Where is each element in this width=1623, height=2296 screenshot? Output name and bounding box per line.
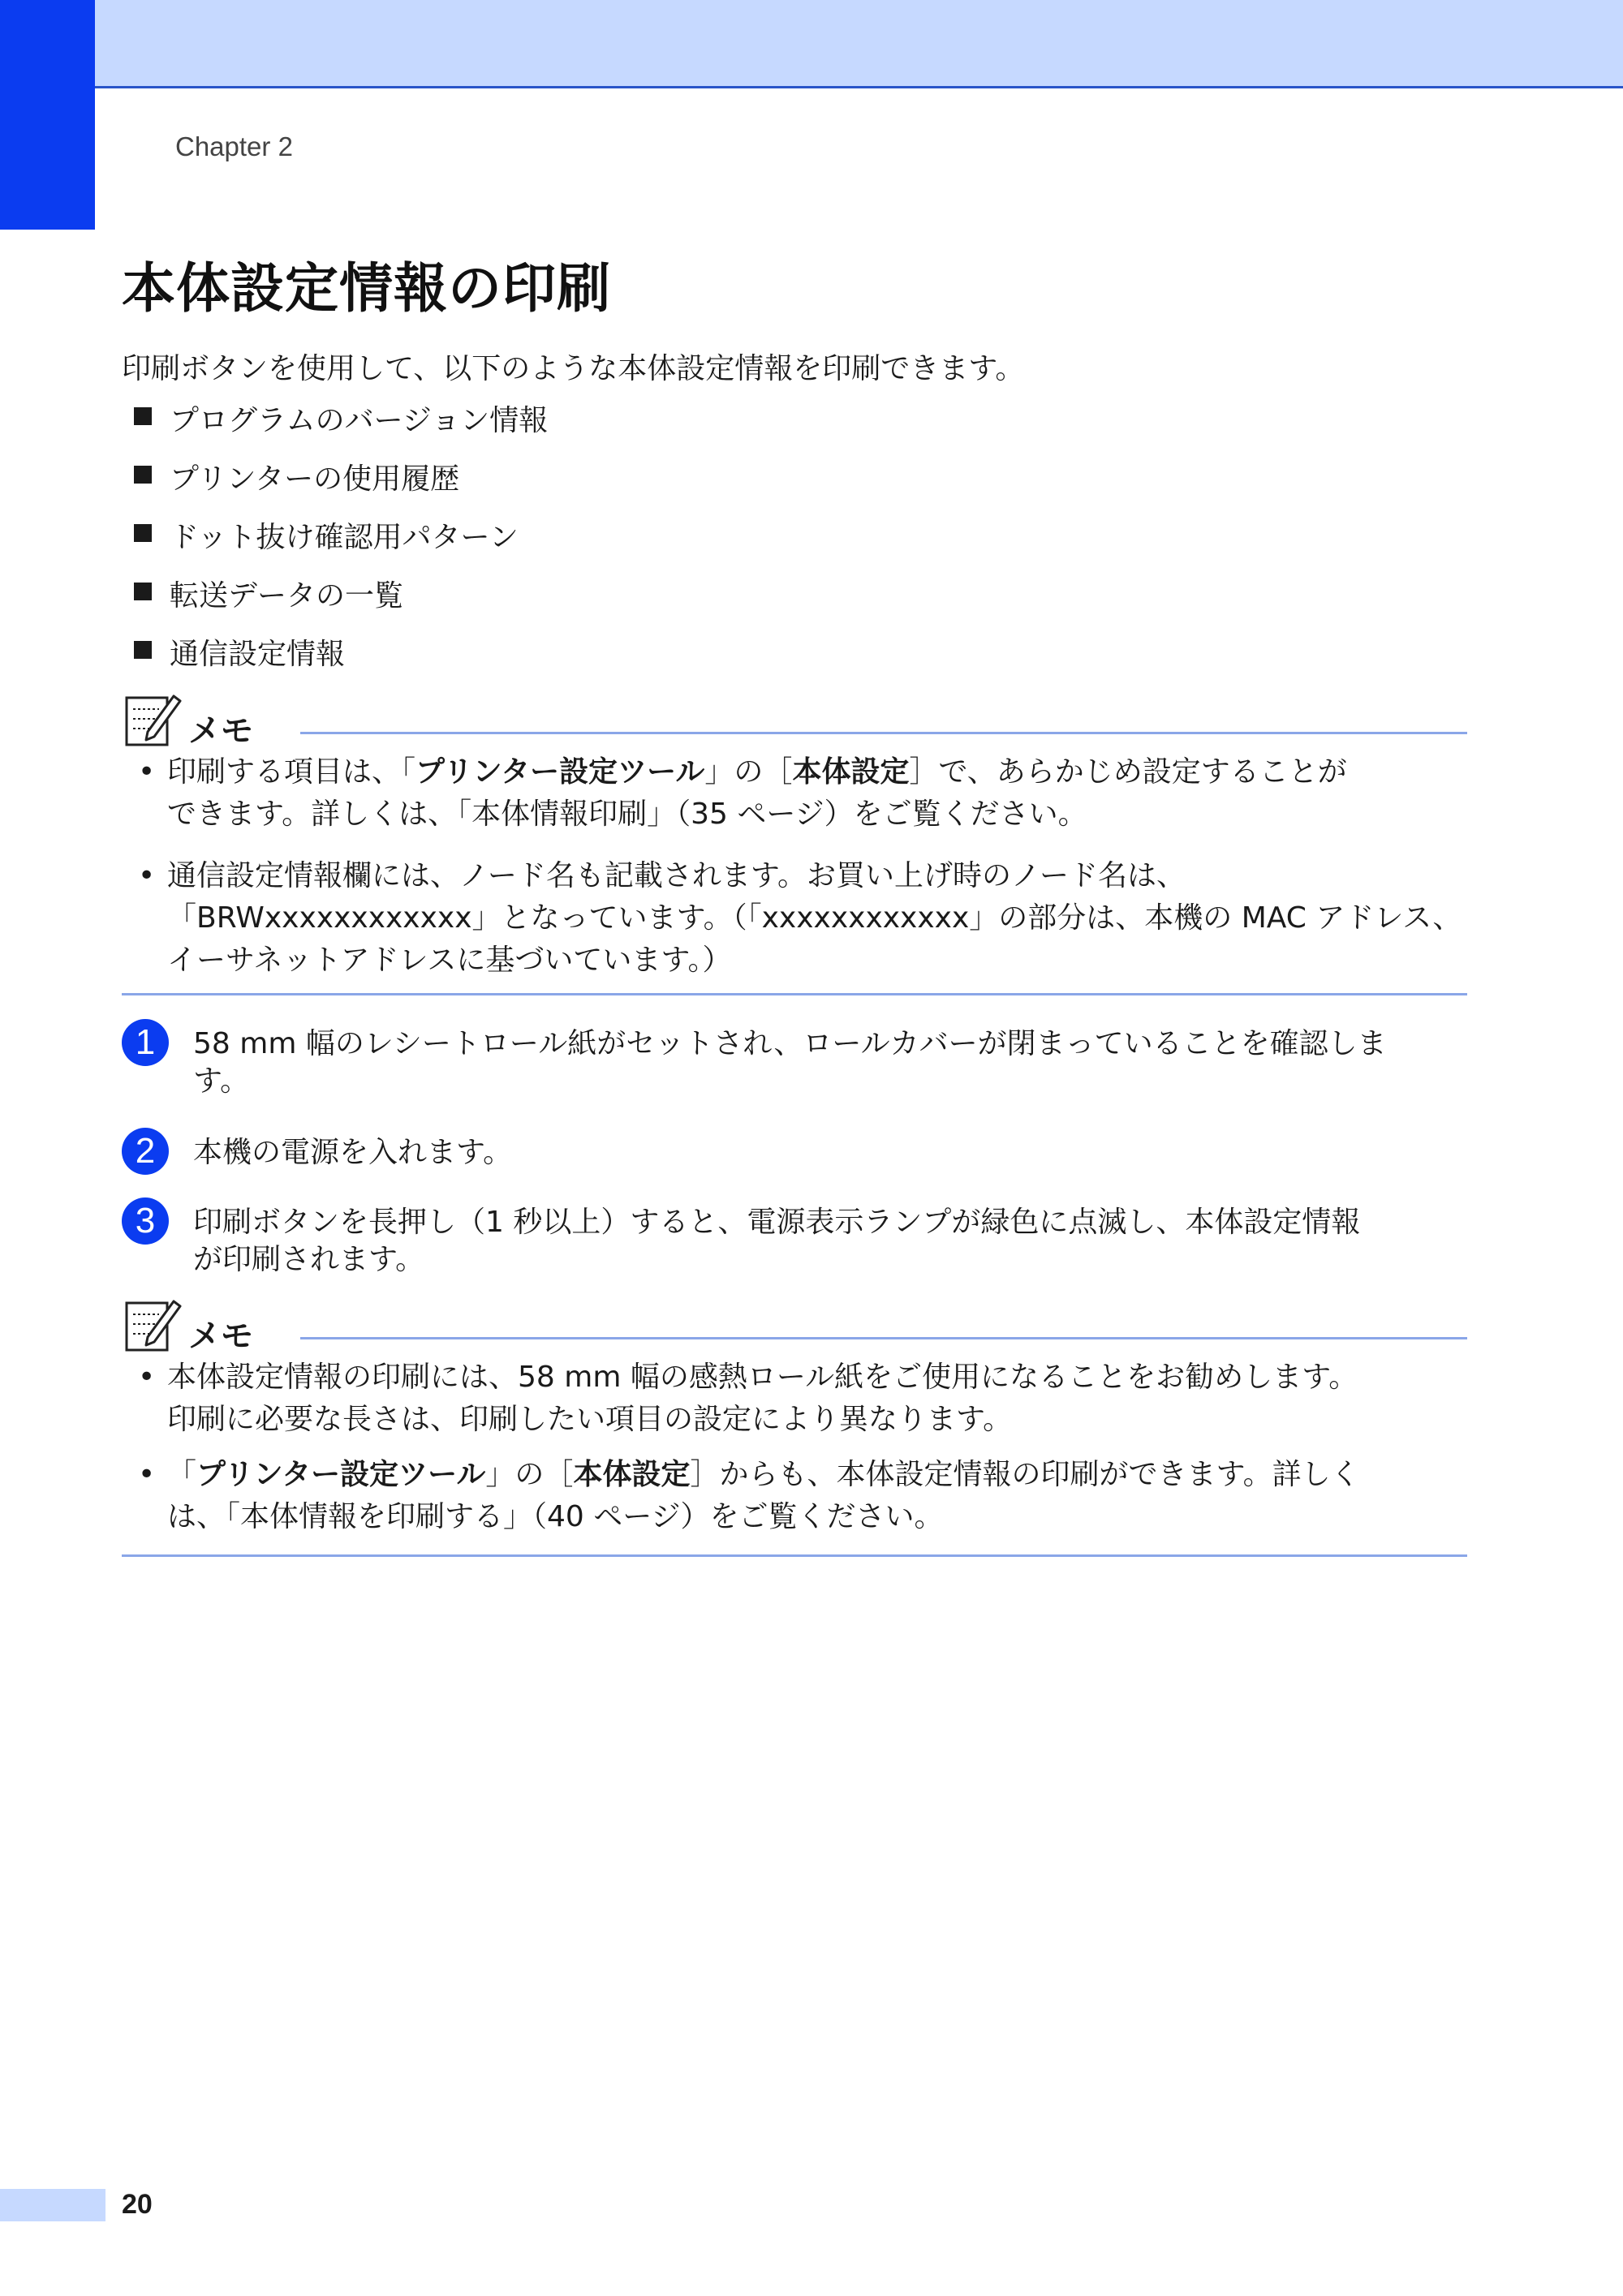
step-number-badge: 2 (122, 1128, 169, 1175)
page-title: 本体設定情報の印刷 (122, 257, 611, 320)
bullet-dot: • (138, 1361, 156, 1394)
bullet-square-icon (134, 407, 152, 425)
memo-pencil-icon (123, 690, 183, 750)
memo-header (123, 1295, 253, 1355)
chapter-label: Chapter 2 (175, 131, 293, 161)
memo-header (123, 690, 253, 750)
list-item: プリンターの使用履歴 (134, 456, 548, 514)
list-item: ドット抜け確認用パターン (134, 514, 548, 573)
bullet-dot: • (138, 859, 156, 892)
page-number: 20 (122, 2189, 153, 2220)
footer-band (0, 2189, 105, 2221)
memo-note: • 通信設定情報欄には、ノード名も記載されます。お買い上げ時のノード名は、 「BRWxxxxxxxxxxxx」となっています。（「xxxxxxxxxxxx」の部分は、本機の MAC アドレス、 イーサネットアドレスに基づいています。） (138, 855, 1477, 982)
bullet-square-icon (134, 466, 152, 484)
bullet-dot: • (138, 755, 156, 789)
step-1: 1 58 mm 幅のレシートロール紙がセットされ、ロールカバーが閉まっていることを確認しま す。 (122, 1025, 1477, 1100)
intro-text: 印刷ボタンを使用して、以下のような本体設定情報を印刷できます。 (122, 352, 1025, 385)
memo-label: メモ (188, 712, 253, 750)
memo-label: メモ (188, 1318, 253, 1355)
memo-bottom-rule (122, 1554, 1467, 1557)
bullet-square-icon (134, 524, 152, 542)
step-number-badge: 1 (122, 1019, 169, 1066)
memo-pencil-icon (123, 1295, 183, 1355)
bullet-dot: • (138, 1458, 156, 1491)
memo-note: • 本体設定情報の印刷には、58 mm 幅の感熱ロール紙をご使用になることをお勧めします。 印刷に必要な長さは、印刷したい項目の設定により異なります。 (138, 1357, 1477, 1441)
chapter-tab (0, 0, 95, 230)
memo-note: • 「プリンター設定ツール」の［本体設定］からも、本体設定情報の印刷ができます。詳しく は、「本体情報を印刷する」（40 ページ）をご覧ください。 (138, 1454, 1477, 1538)
memo-bottom-rule (122, 993, 1467, 995)
list-item: 通信設定情報 (134, 631, 548, 690)
memo-top-rule (300, 1337, 1467, 1339)
list-item: 転送データの一覧 (134, 573, 548, 631)
memo-top-rule (300, 732, 1467, 734)
bullet-square-icon (134, 583, 152, 600)
header-band (0, 0, 1623, 88)
feature-list (134, 398, 548, 690)
bullet-square-icon (134, 641, 152, 659)
step-3: 3 印刷ボタンを長押し（1 秒以上）すると、電源表示ランプが緑色に点滅し、本体設定情報 が印刷されます。 (122, 1204, 1477, 1279)
step-number-badge: 3 (122, 1197, 169, 1245)
list-item: プログラムのバージョン情報 (134, 398, 548, 456)
memo-note: • 印刷する項目は、「プリンター設定ツール」の［本体設定］で、あらかじめ設定することが できます。詳しくは、「本体情報印刷」（35 ページ）をご覧ください。 (138, 751, 1477, 836)
step-2: 2 本機の電源を入れます。 (122, 1134, 1477, 1175)
